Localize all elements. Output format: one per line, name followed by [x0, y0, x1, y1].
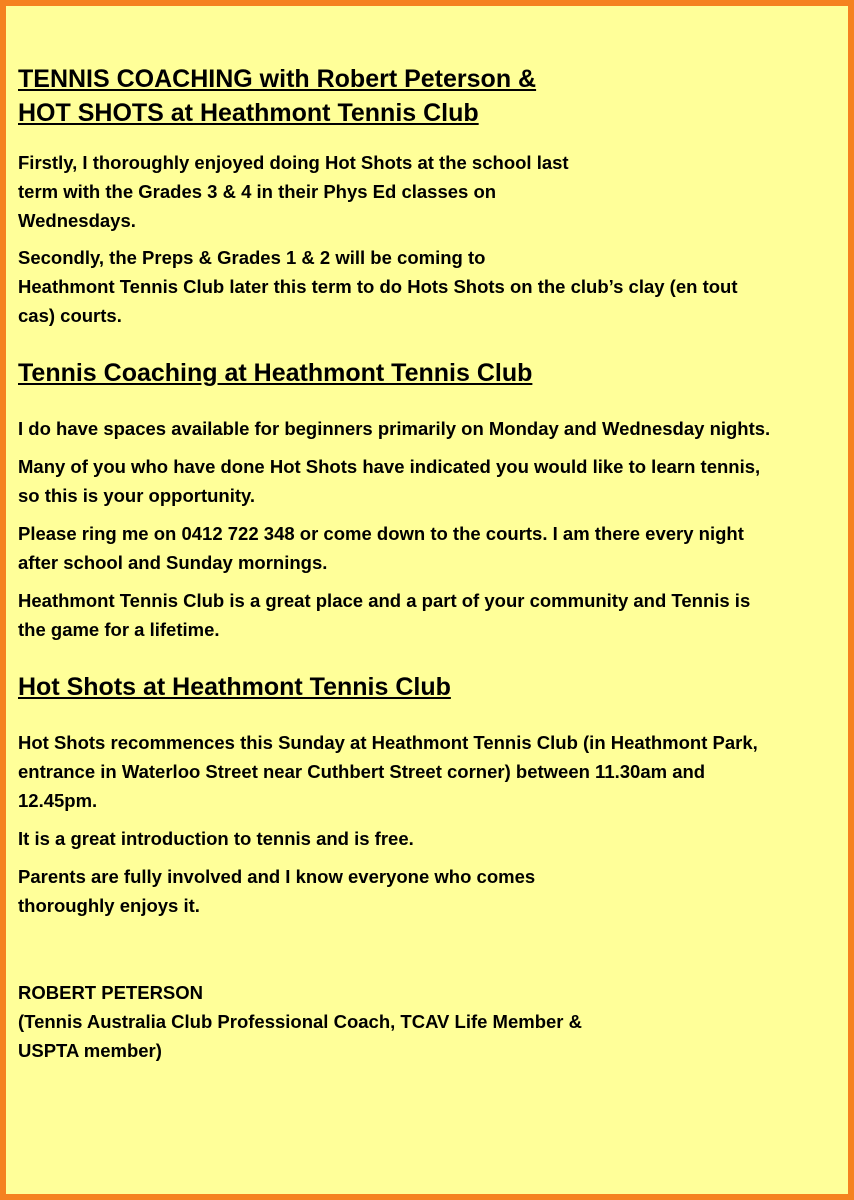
flyer-title — [18, 6, 834, 130]
hotshots-heading: Hot Shots at Heathmont Tennis Club — [18, 673, 451, 701]
signature-credentials-line-1: (Tennis Australia Club Professional Coach, TCAV Life Member & — [18, 1011, 582, 1032]
intro-p2-line-2: Heathmont Tennis Club later this term to do Hots Shots on the club’s clay (en tout — [18, 276, 738, 297]
signature-block — [18, 978, 834, 1065]
hotshots-p1-line-2: entrance in Waterloo Street near Cuthbert Street corner) between 11.30am and — [18, 761, 706, 782]
hotshots-p1-line-3: 12.45pm. — [18, 790, 98, 811]
intro-p2-line-3: cas) courts. — [18, 305, 122, 326]
flyer-title-line-2: HOT SHOTS at Heathmont Tennis Club — [18, 99, 479, 127]
hotshots-paragraph-3 — [18, 862, 834, 920]
coaching-p2-line-2: so this is your opportunity. — [18, 485, 256, 506]
signature-name: ROBERT PETERSON — [18, 982, 204, 1003]
hotshots-p3-line-2: thoroughly enjoys it. — [18, 895, 200, 916]
intro-p1-line-2: term with the Grades 3 & 4 in their Phys Ed classes on — [18, 181, 497, 202]
coaching-paragraph-3 — [18, 519, 834, 577]
hotshots-p2-line: It is a great introduction to tennis and is free. — [18, 828, 414, 849]
intro-paragraph-2 — [18, 243, 834, 330]
coaching-heading: Tennis Coaching at Heathmont Tennis Club — [18, 359, 533, 387]
intro-p2-line-1: Secondly, the Preps & Grades 1 & 2 will be coming to — [18, 247, 486, 268]
hotshots-p1-line-1: Hot Shots recommences this Sunday at Heathmont Tennis Club (in Heathmont Park, — [18, 732, 758, 753]
coaching-p2-line-1: Many of you who have done Hot Shots have indicated you would like to learn tennis, — [18, 456, 761, 477]
hotshots-paragraph-2 — [18, 824, 834, 853]
coaching-p4-line-2: the game for a lifetime. — [18, 619, 220, 640]
coaching-p4-line-1: Heathmont Tennis Club is a great place and a part of your community and Tennis is — [18, 590, 751, 611]
coaching-paragraph-1 — [18, 414, 834, 443]
flyer-title-line-1: TENNIS COACHING with Robert Peterson & — [18, 65, 537, 93]
coaching-paragraph-2 — [18, 452, 834, 510]
hotshots-paragraph-1 — [18, 728, 834, 815]
coaching-p1-line: I do have spaces available for beginners primarily on Monday and Wednesday nights. — [18, 418, 771, 439]
signature-credentials-line-2: USPTA member) — [18, 1040, 162, 1061]
hotshots-p3-line-1: Parents are fully involved and I know everyone who comes — [18, 866, 536, 887]
intro-p1-line-3: Wednesdays. — [18, 210, 136, 231]
coaching-paragraph-4 — [18, 586, 834, 644]
coaching-p3-line-1: Please ring me on 0412 722 348 or come down to the courts. I am there every night — [18, 523, 744, 544]
flyer-content — [18, 6, 834, 1194]
coaching-p3-line-2: after school and Sunday mornings. — [18, 552, 328, 573]
intro-p1-line-1: Firstly, I thoroughly enjoyed doing Hot Shots at the school last — [18, 152, 569, 173]
intro-paragraph-1 — [18, 148, 834, 235]
